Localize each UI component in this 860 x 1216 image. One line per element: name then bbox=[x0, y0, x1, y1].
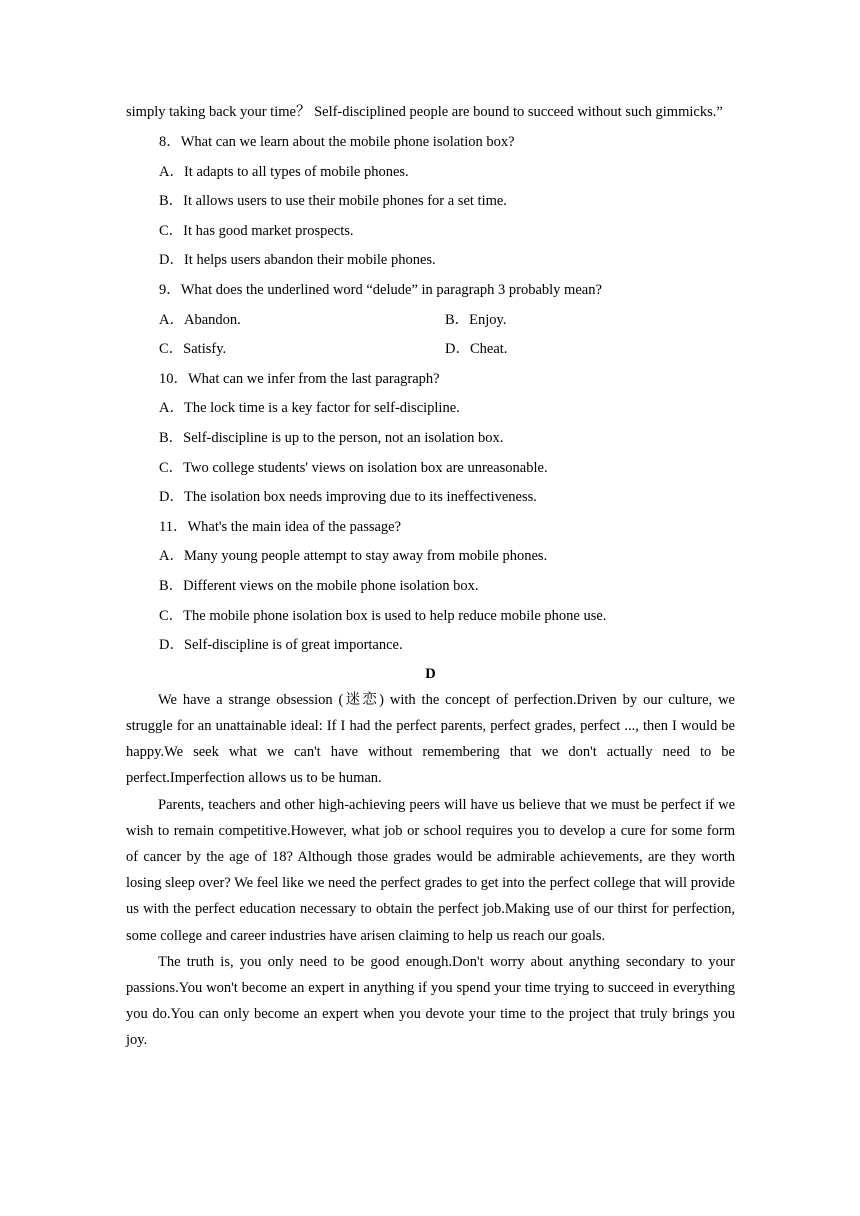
option-b: B．Enjoy. bbox=[445, 311, 507, 328]
paragraph-1: We have a strange obsession (迷恋) with the concept of perfection.Driven by our culture, we struggle for an unattainable ideal: If I had the perfect parents, perfect grades, perfect ..., then I would be happy.We seek what we can't have without remembering that we don't actually need to be perfect.Imperfection allows us to be human. bbox=[126, 691, 735, 787]
option-b: B．Self-discipline is up to the person, not an isolation box. bbox=[159, 429, 504, 446]
option-a: A．Many young people attempt to stay away from mobile phones. bbox=[159, 548, 548, 565]
question-11 bbox=[126, 513, 735, 661]
question-8 bbox=[126, 128, 735, 276]
option-d: D．It helps users abandon their mobile phones. bbox=[159, 252, 436, 269]
paragraph-2: Parents, teachers and other high-achieving peers will have us believe that we must be perfect if we wish to remain competitive.However, what job or school requires you to develop a cure for some form of cancer by the age of 18? Although those grades would be admirable achievements, are they worth losing sleep over? We feel like we need the perfect grades to get into the perfect college that will provide us with the perfect education necessary to obtain the perfect job.Making use of our thirst for perfection, some college and career industries have arisen claiming to help us reach our goals. bbox=[126, 796, 735, 944]
option-c: C．Two college students' views on isolation box are unreasonable. bbox=[159, 459, 548, 476]
section-heading-d: D bbox=[425, 665, 436, 682]
option-c: C．It has good market prospects. bbox=[159, 222, 354, 239]
option-d: D．Self-discipline is of great importance. bbox=[159, 637, 403, 654]
question-9 bbox=[126, 276, 735, 365]
document-page bbox=[126, 98, 735, 1054]
question-stem: 9．What does the underlined word “delude” in paragraph 3 probably mean? bbox=[159, 281, 602, 298]
question-10 bbox=[126, 365, 735, 513]
option-a: A．Abandon. bbox=[159, 311, 241, 328]
option-c: C．The mobile phone isolation box is used to help reduce mobile phone use. bbox=[159, 607, 607, 624]
paragraph-3: The truth is, you only need to be good enough.Don't worry about anything secondary to your passions.You won't become an expert in anything if you spend your time trying to succeed in everything you do.You can only become an expert when you devote your time to the project that truly brings you joy. bbox=[126, 953, 735, 1049]
question-stem: 11．What's the main idea of the passage? bbox=[159, 518, 402, 535]
option-d: D．Cheat. bbox=[445, 341, 508, 358]
option-b: B．Different views on the mobile phone isolation box. bbox=[159, 577, 479, 594]
question-stem: 10．What can we infer from the last paragraph? bbox=[159, 370, 440, 387]
question-stem: 8．What can we learn about the mobile phone isolation box? bbox=[159, 134, 515, 150]
options-row-ab bbox=[126, 306, 735, 336]
option-a: A．It adapts to all types of mobile phones. bbox=[159, 163, 409, 180]
option-a: A．The lock time is a key factor for self-discipline. bbox=[159, 400, 460, 417]
option-d: D．The isolation box needs improving due to its ineffectiveness. bbox=[159, 489, 537, 506]
options-row-cd bbox=[126, 335, 735, 365]
option-b: B．It allows users to use their mobile phones for a set time. bbox=[159, 193, 507, 210]
option-c: C．Satisfy. bbox=[159, 341, 227, 358]
passage-c-ending: simply taking back your time？ Self-disciplined people are bound to succeed without such gimmicks.” bbox=[126, 104, 723, 120]
